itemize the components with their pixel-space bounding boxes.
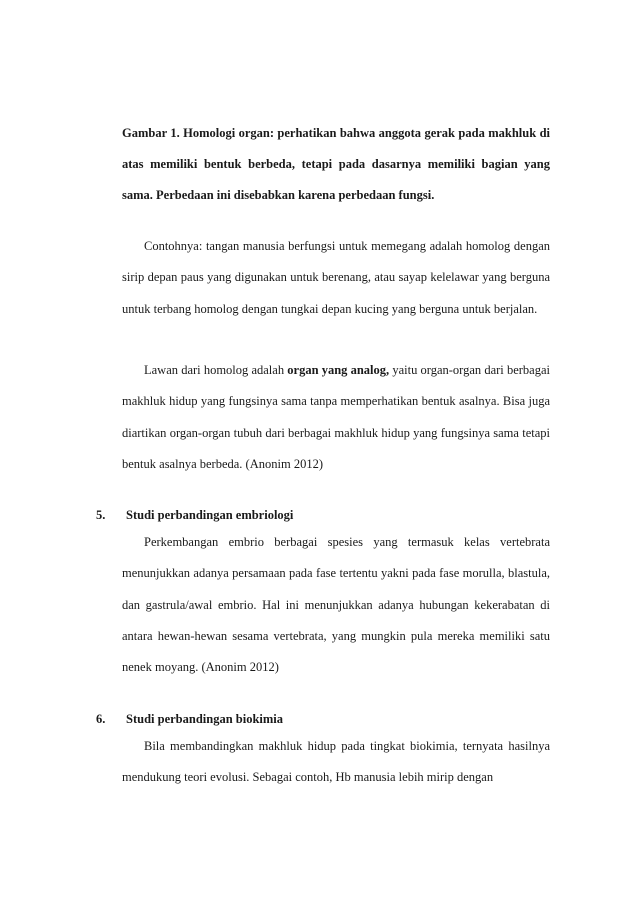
paragraph-biokimia: Bila membandingkan makhluk hidup pada tingkat biokimia, ternyata hasilnya mendukung teori evolusi. Sebagai contoh, Hb manusia lebih mirip dengan (122, 739, 550, 785)
analog-text-after: yaitu organ-organ dari berbagai makhluk hidup yang fungsinya sama tanpa memperhatikan bentuk asalnya. Bisa juga diartikan organ-organ tubuh dari berbagai makhluk hidup yang fungsinya sama tetapi bentuk asalnya berbeda. (Anonim 2012) (122, 363, 550, 471)
analog-text-before: Lawan dari homolog adalah (144, 363, 288, 377)
analog-term: organ yang analog, (287, 363, 390, 377)
paragraph-embriologi: Perkembangan embrio berbagai spesies yang termasuk kelas vertebrata menunjukkan adanya persamaan pada fase tertentu yakni pada fase morulla, blastula, dan gastrula/awal embrio. Hal ini menunjukkan adanya hubungan kekerabatan di antara hewan-hewan sesama vertebrata, yang mungkin pula mereka memiliki satu nenek moyang. (Anonim 2012) (122, 535, 550, 675)
section-heading-embriologi (96, 505, 293, 525)
section-number: 6. (96, 712, 106, 726)
section-title: Studi perbandingan embriologi (126, 508, 294, 522)
section-title: Studi perbandingan biokimia (126, 712, 284, 726)
paragraph-analog (122, 355, 550, 480)
section-number: 5. (96, 508, 106, 522)
figure-caption: Gambar 1. Homologi organ: perhatikan bahwa anggota gerak pada makhluk di atas memiliki bentuk berbeda, tetapi pada dasarnya memiliki bagian yang sama. Perbedaan ini disebabkan karena perbedaan fungsi. (122, 126, 550, 202)
section-heading-biokimia (96, 709, 283, 729)
paragraph-homolog-example: Contohnya: tangan manusia berfungsi untuk memegang adalah homolog dengan sirip depan paus yang digunakan untuk berenang, atau sayap kelelawar yang berguna untuk terbang homolog dengan tungkai depan kucing yang berguna untuk berjalan. (122, 239, 550, 316)
